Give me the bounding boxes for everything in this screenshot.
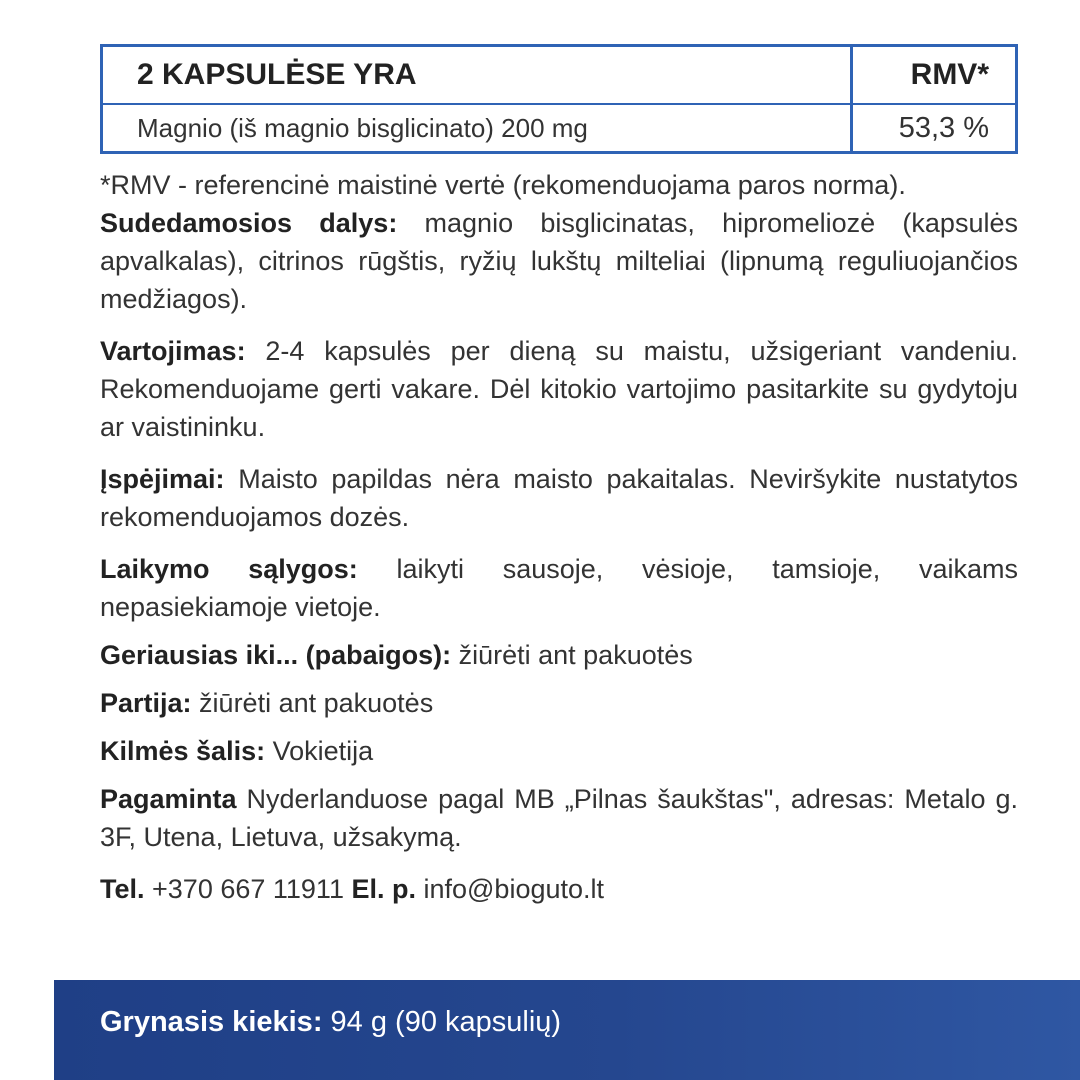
- manufacturer-text: Nyderlanduose pagal MB „Pilnas šaukštas", adresas: Metalo g. 3F, Utena, Lietuva, užsakymą.: [100, 784, 1018, 852]
- warnings-paragraph: [100, 460, 1018, 536]
- usage-text: 2-4 kapsulės per dieną su maistu, užsigeriant vandeniu. Rekomenduojame gerti vakare. Dėl kitokio vartojimo pasitarkite su gydytoju ar vaistininku.: [100, 336, 1018, 442]
- origin-paragraph: [100, 732, 1018, 770]
- storage-text: laikyti sausoje, vėsioje, tamsioje, vaikams nepasiekiamoje vietoje.: [100, 554, 1018, 622]
- net-quantity-value: 94 g (90 kapsulių): [322, 1006, 562, 1038]
- email-label: El. p.: [351, 874, 416, 904]
- table-cell-value: 53,3 %: [898, 111, 989, 144]
- phone-value: +370 667 11911: [144, 874, 352, 904]
- best-before-label: Geriausias iki... (pabaigos):: [100, 640, 452, 670]
- rmv-note: *RMV - referencinė maistinė vertė (rekomenduojama paros norma).: [100, 170, 906, 200]
- best-before-text: žiūrėti ant pakuotės: [451, 640, 693, 670]
- origin-text: Vokietija: [265, 736, 374, 766]
- email-value: info@bioguto.lt: [415, 874, 605, 904]
- phone-label: Tel.: [100, 874, 145, 904]
- nutrition-table: [100, 44, 1018, 154]
- storage-label: Laikymo sąlygos:: [100, 554, 358, 584]
- net-quantity: [100, 1006, 561, 1039]
- table-cell-name: Magnio (iš magnio bisglicinato) 200 mg: [137, 112, 588, 143]
- usage-paragraph: [100, 332, 1018, 446]
- batch-label: Partija:: [100, 688, 192, 718]
- contact-paragraph: [100, 870, 1018, 908]
- net-quantity-label: Grynasis kiekis:: [100, 1006, 323, 1038]
- label-text-content: [100, 160, 1018, 908]
- origin-label: Kilmės šalis:: [100, 736, 266, 766]
- batch-paragraph: [100, 684, 1018, 722]
- ingredients-label: Sudedamosios dalys:: [100, 208, 398, 238]
- storage-paragraph: [100, 550, 1018, 626]
- table-row: [103, 105, 1015, 151]
- ingredients-text: magnio bisglicinatas, hipromeliozė (kapsulės apvalkalas), citrinos rūgštis, ryžių lukštų milteliai (lipnumą reguliuojančios medžiagos).: [100, 208, 1018, 314]
- manufacturer-label: Pagaminta: [100, 784, 237, 814]
- table-header-value: RMV*: [910, 58, 989, 91]
- best-before-paragraph: [100, 636, 1018, 674]
- warnings-label: Įspėjimai:: [100, 464, 225, 494]
- manufacturer-paragraph: [100, 780, 1018, 856]
- batch-text: žiūrėti ant pakuotės: [191, 688, 434, 718]
- table-header-name: 2 KAPSULĖSE YRA: [137, 58, 417, 91]
- usage-label: Vartojimas:: [100, 336, 246, 366]
- ingredients-paragraph: [100, 204, 1018, 318]
- warnings-text: Maisto papildas nėra maisto pakaitalas. Neviršykite nustatytos rekomenduojamos dozės.: [100, 464, 1018, 532]
- table-header-row: [103, 47, 1015, 105]
- net-quantity-banner: [54, 980, 1080, 1080]
